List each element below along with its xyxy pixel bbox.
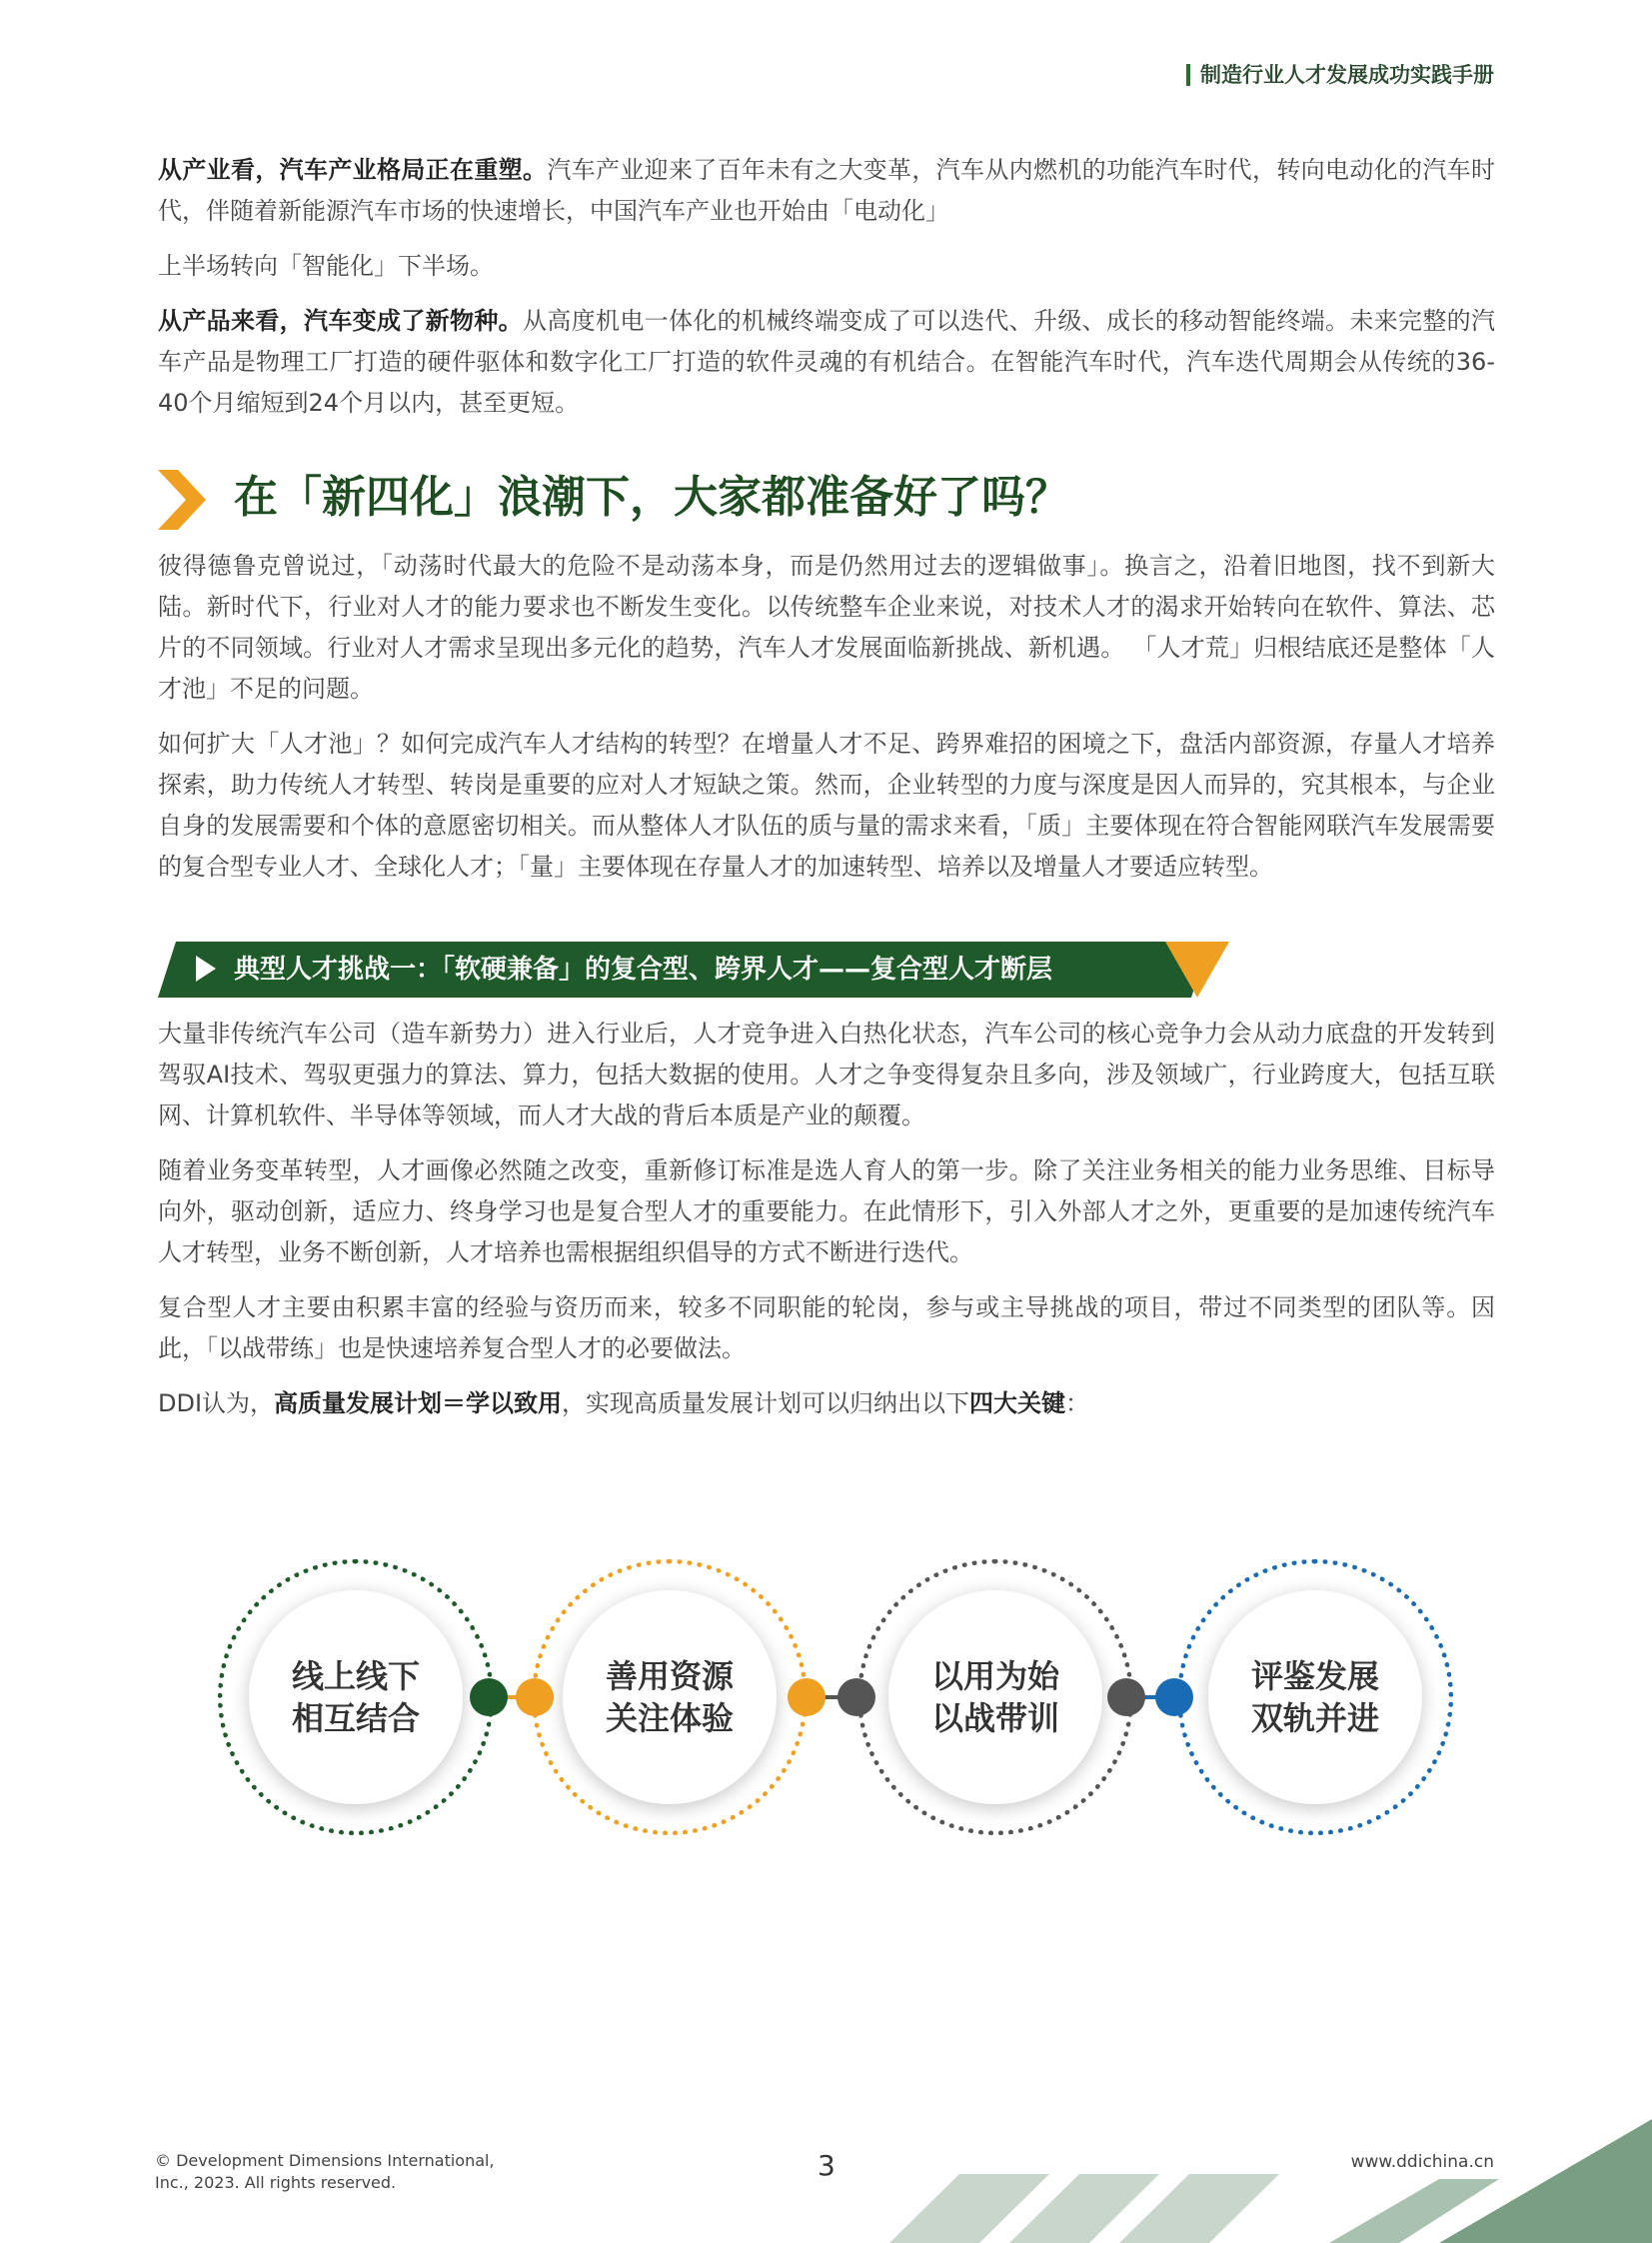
- copyright-line-2: Inc., 2023. All rights reserved.: [155, 2173, 397, 2192]
- four-keys-diagram: [218, 1559, 1447, 1839]
- section-title: 在「新四化」浪潮下，大家都准备好了吗？: [234, 472, 1069, 523]
- connector-dot-4: [837, 1678, 875, 1716]
- connector-dot-3: [788, 1678, 826, 1716]
- footer-copyright: [155, 2150, 495, 2194]
- key-circle-4: [1177, 1559, 1453, 1835]
- connector-dot-2: [516, 1678, 554, 1716]
- key-circle-4-inner: [1208, 1590, 1422, 1804]
- chevron-icon: [158, 470, 208, 530]
- intro-paragraph-3: [158, 301, 1495, 424]
- section-paragraph-2: 如何扩大「人才池」？如何完成汽车人才结构的转型？在增量人才不足、跨界难招的困境之下，盘活内部资源，存量人才培养探索，助力传统人才转型、转岗是重要的应对人才短缺之策。然而，企业转型的力度与深度是因人而异的，究其根本，与企业自身的发展需要和个体的意愿密切相关。而从整体人才队伍的质与量的需求来看，「质」主要体现在符合智能网联汽车发展需要的复合型专业人才、全球化人才；「量」主要体现在存量人才的加速转型、培养以及增量人才要适应转型。: [158, 730, 1495, 881]
- challenge-paragraph-3: 复合型人才主要由积累丰富的经验与资历而来，较多不同职能的轮岗，参与或主导挑战的项目，带过不同类型的团队等。因此，「以战带练」也是快速培养复合型人才的必要做法。: [158, 1293, 1495, 1362]
- key-2-line-1: 善用资源: [605, 1657, 734, 1695]
- section-paragraph-1: 彼得德鲁克曾说过，「动荡时代最大的危险不是动荡本身，而是仍然用过去的逻辑做事」。换言之，沿着旧地图，找不到新大陆。新时代下，行业对人才的能力要求也不断发生变化。以传统整车企业来说，对技术人才的渴求开始转向在软件、算法、芯片的不同领域。行业对人才需求呈现出多元化的趋势，汽车人才发展面临新挑战、新机遇。 「人才荒」归根结底还是整体「人才池」不足的问题。: [158, 552, 1495, 703]
- key-1-line-2: 相互结合: [291, 1699, 420, 1737]
- challenge-paragraph-4: [158, 1383, 1495, 1424]
- p4-mid: ，实现高质量发展计划可以归纳出以下: [562, 1389, 970, 1417]
- connector-dot-6: [1155, 1678, 1193, 1716]
- key-1-line-1: 线上线下: [291, 1657, 420, 1695]
- play-icon: [196, 956, 216, 982]
- p4-bold-formula: 高质量发展计划＝学以致用: [274, 1389, 563, 1417]
- section-body: [158, 546, 1495, 902]
- section-heading: [158, 466, 1357, 530]
- key-circle-2-inner: [563, 1590, 777, 1804]
- key-circle-1: [218, 1559, 494, 1835]
- intro-lead-1: 从产业看，汽车产业格局正在重塑。: [158, 156, 548, 184]
- intro-text-1: 汽车产业迎来了百年未有之大变革，汽车从内燃机的功能汽车时代，转向电动化的汽车时代，伴随着新能源汽车市场的快速增长，中国汽车产业也开始由「电动化」: [158, 156, 1496, 225]
- key-circle-3: [857, 1559, 1133, 1835]
- intro-text-3: 从高度机电一体化的机械终端变成了可以迭代、升级、成长的移动智能终端。未来完整的汽车产品是物理工厂打造的硬件驱体和数字化工厂打造的软件灵魂的有机结合。在智能汽车时代，汽车迭代周期会从传统的36-40个月缩短到24个月以内，甚至更短。: [158, 307, 1495, 417]
- page-number: 3: [818, 2149, 835, 2182]
- key-3-line-1: 以用为始: [930, 1657, 1059, 1695]
- copyright-line-1: © Development Dimensions International,: [155, 2151, 495, 2170]
- intro-block: [158, 150, 1495, 438]
- p4-suffix: ：: [1065, 1389, 1090, 1417]
- challenge-banner: [158, 942, 1229, 998]
- p4-bold-keys: 四大关键: [969, 1389, 1066, 1417]
- key-circle-1-inner: [249, 1590, 463, 1804]
- banner-text: 典型人才挑战一：「软硬兼备」的复合型、跨界人才——复合型人才断层: [234, 955, 1053, 985]
- challenge-paragraph-2: 随着业务变革转型，人才画像必然随之改变，重新修订标准是选人育人的第一步。除了关注业务相关的能力业务思维、目标导向外，驱动创新，适应力、终身学习也是复合型人才的重要能力。在此情形下，引入外部人才之外，更重要的是加速传统汽车人才转型，业务不断创新，人才培养也需根据组织倡导的方式不断进行迭代。: [158, 1156, 1495, 1266]
- key-4-line-1: 评鉴发展: [1250, 1657, 1379, 1695]
- connector-dot-5: [1107, 1678, 1145, 1716]
- intro-lead-3: 从产品来看，汽车变成了新物种。: [158, 307, 523, 335]
- intro-paragraph-2: 上半场转向「智能化」下半场。: [158, 252, 494, 280]
- intro-paragraph-1: [158, 150, 1495, 232]
- challenge-body: [158, 1014, 1495, 1438]
- header-title: 制造行业人才发展成功实践手册: [1186, 64, 1494, 86]
- p4-prefix: DDI认为，: [158, 1389, 275, 1417]
- key-circle-2: [532, 1559, 808, 1835]
- key-circle-3-inner: [888, 1590, 1102, 1804]
- key-3-line-2: 以战带训: [930, 1699, 1059, 1737]
- challenge-paragraph-1: 大量非传统汽车公司（造车新势力）进入行业后，人才竞争进入白热化状态，汽车公司的核心竞争力会从动力底盘的开发转到驾驭AI技术、驾驭更强力的算法、算力，包括大数据的使用。人才之争变得复杂且多向，涉及领域广，行业跨度大，包括互联网、计算机软件、半导体等领域，而人才大战的背后本质是产业的颠覆。: [158, 1020, 1495, 1129]
- key-4-line-2: 双轨并进: [1250, 1699, 1379, 1737]
- connector-dot-1: [470, 1678, 508, 1716]
- key-2-line-2: 关注体验: [605, 1699, 734, 1737]
- footer-website[interactable]: www.ddichina.cn: [1350, 2152, 1494, 2172]
